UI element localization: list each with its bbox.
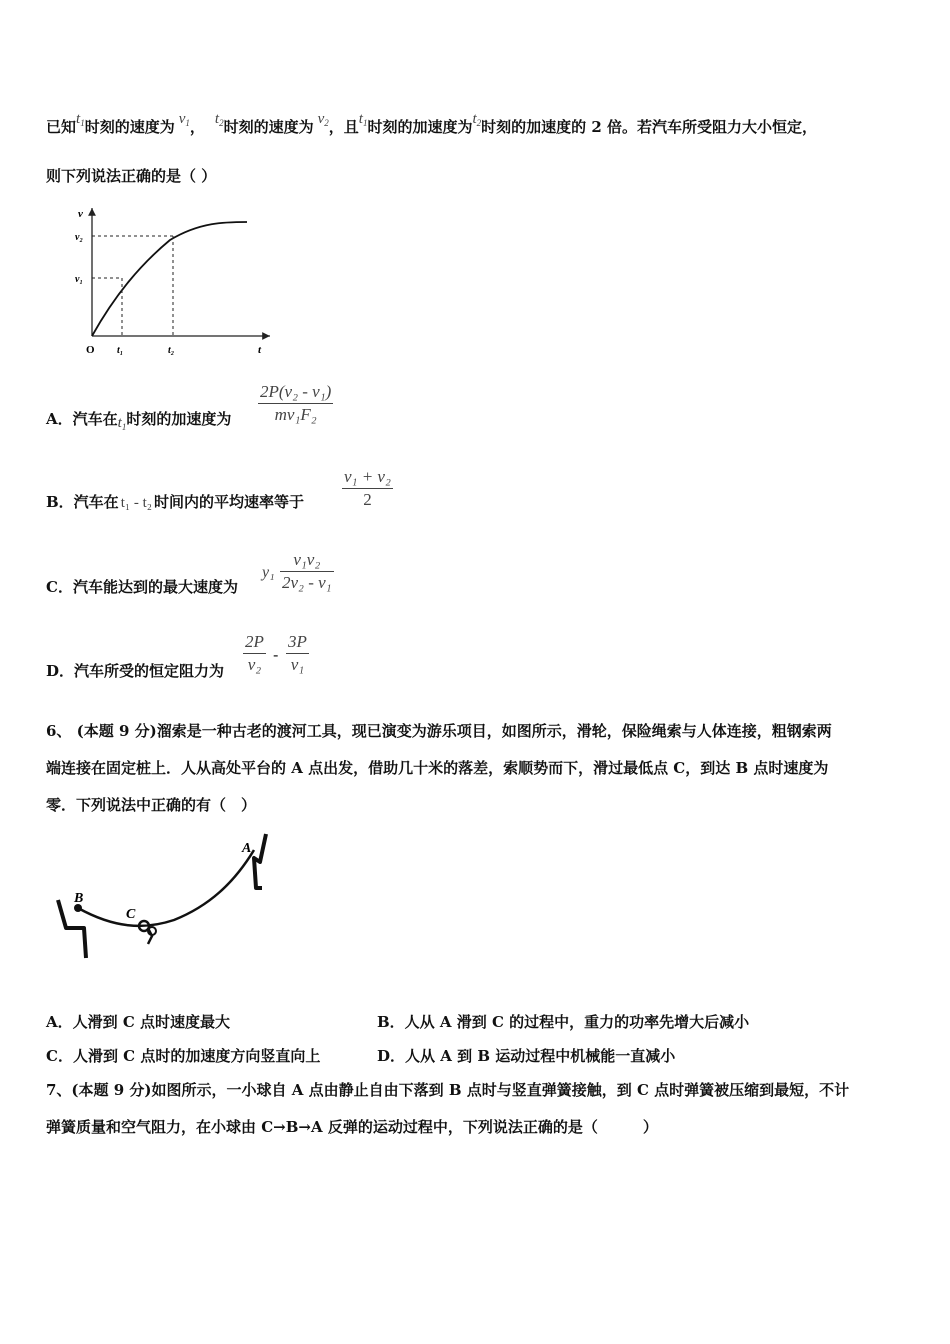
t1-label: t₁ bbox=[117, 345, 124, 356]
q5-line1 bbox=[46, 111, 818, 137]
text-segment: 时刻的加速度的 2 倍。若汽车所受阻力大小恒定， bbox=[481, 118, 818, 136]
option-label: A．汽车在 bbox=[46, 410, 118, 428]
symbol-main: t bbox=[76, 111, 81, 127]
fraction-denominator: 2 bbox=[363, 490, 372, 509]
symbol-main: t bbox=[472, 111, 477, 127]
option-d-minus: - bbox=[273, 645, 279, 664]
y-axis-label: v bbox=[78, 208, 83, 220]
t2-label: t₂ bbox=[168, 345, 175, 356]
q6-line3: 零．下列说法中正确的有（ ） bbox=[46, 796, 257, 814]
q6-option-a: A．人滑到 C 点时速度最大 bbox=[46, 1013, 231, 1031]
symbol-sub: 1 bbox=[185, 118, 190, 128]
fraction-bar bbox=[286, 653, 309, 654]
fraction-denominator: v₁ bbox=[290, 655, 305, 674]
option-text: 时间内的平均速率等于 bbox=[153, 493, 304, 511]
zipline-figure bbox=[44, 828, 280, 978]
fraction-bar bbox=[280, 571, 334, 572]
option-b-fraction bbox=[342, 467, 393, 510]
fraction-numerator: 2P bbox=[245, 632, 264, 651]
text-segment: 时刻的速度为 bbox=[223, 118, 314, 136]
symbol-main: v bbox=[178, 111, 186, 127]
v2-symbol bbox=[318, 111, 329, 127]
q6-line1: 6、 (本题 9 分)溜索是一种古老的渡河工具，现已演变为游乐项目，如图所示，滑轮，保险绳索与人体连接，粗钢索两 bbox=[46, 722, 832, 740]
q7-line2: 弹簧质量和空气阻力，在小球由 C→B→A 反弹的运动过程中，下列说法正确的是（ ） bbox=[46, 1118, 658, 1136]
origin-label: O bbox=[86, 344, 95, 356]
q5-option-c bbox=[46, 576, 238, 597]
symbol-sub: 1 bbox=[80, 118, 85, 128]
symbol-main: t bbox=[117, 415, 122, 431]
fraction-denominator: 2v₂ - v₁ bbox=[282, 573, 332, 592]
fraction-bar bbox=[342, 488, 393, 489]
symbol-sub: 1 bbox=[121, 422, 127, 432]
symbol-sub: 2 bbox=[324, 118, 329, 128]
q7-line1: 7、(本题 9 分)如图所示，一小球自 A 点由静止自由下落到 B 点时与竖直弹簧接触，到 C 点时弹簧被压缩到最短，不计 bbox=[46, 1081, 850, 1099]
q5-option-d bbox=[46, 660, 224, 681]
option-c-prefix: y₁ bbox=[262, 564, 275, 581]
option-label: D．汽车所受的恒定阻力为 bbox=[46, 662, 225, 680]
t1-symbol bbox=[118, 415, 127, 431]
option-label: C．汽车能达到的最大速度为 bbox=[46, 578, 238, 596]
fraction-numerator: 2P(v₂ - v₁) bbox=[260, 382, 332, 401]
v2-label: v₂ bbox=[75, 232, 83, 243]
option-d-fraction-2 bbox=[286, 632, 309, 675]
option-c-fraction bbox=[280, 550, 334, 593]
x-axis-label: t bbox=[258, 344, 262, 356]
fraction-denominator: v₂ bbox=[247, 655, 262, 674]
q5-option-b bbox=[46, 491, 304, 512]
steel-cable bbox=[78, 850, 254, 926]
option-label: B．汽车在 bbox=[46, 493, 119, 511]
q5-option-a bbox=[46, 408, 232, 432]
fraction-numerator: 3P bbox=[288, 632, 307, 651]
symbol-sub: 2 bbox=[219, 118, 224, 128]
vt-graph bbox=[70, 200, 280, 360]
t1-symbol bbox=[76, 111, 85, 127]
option-d-fraction-1 bbox=[243, 632, 266, 675]
v1-symbol bbox=[179, 111, 190, 127]
t1b-symbol bbox=[359, 111, 368, 127]
q6-option-b: B．人从 A 滑到 C 的过程中，重力的功率先增大后减小 bbox=[377, 1013, 750, 1031]
velocity-curve bbox=[92, 222, 247, 336]
text-segment: 时刻的速度为 bbox=[84, 118, 175, 136]
q6-line2: 端连接在固定桩上．人从高处平台的 A 点出发，借助几十米的落差，索顺势而下，滑过最低点 C，到达 B 点时速度为 bbox=[46, 759, 829, 777]
symbol-main: t bbox=[358, 111, 363, 127]
text-segment: ， bbox=[189, 118, 205, 136]
text-segment: 时刻的加速度为 bbox=[367, 118, 473, 136]
fraction-numerator: v₁v₂ bbox=[293, 550, 321, 569]
symbol-sub: 1 bbox=[362, 118, 368, 128]
right-post bbox=[254, 834, 266, 888]
time-range: t₁ - t₂ bbox=[120, 495, 152, 511]
option-a-fraction bbox=[258, 382, 333, 425]
q6-option-d: D．人从 A 到 B 运动过程中机械能一直减小 bbox=[377, 1047, 676, 1065]
option-text: 时刻的加速度为 bbox=[126, 410, 232, 428]
fraction-numerator: v₁ + v₂ bbox=[344, 467, 391, 486]
t2-symbol bbox=[215, 111, 224, 127]
fraction-bar bbox=[258, 403, 333, 404]
symbol-sub: 2 bbox=[476, 118, 482, 128]
t2b-symbol bbox=[472, 111, 481, 127]
symbol-main: t bbox=[214, 111, 220, 127]
v1-label: v₁ bbox=[75, 274, 83, 285]
text-segment: ，且 bbox=[328, 118, 359, 136]
label-c: C bbox=[126, 907, 136, 922]
symbol-main: v bbox=[317, 111, 325, 127]
q5-line2: 则下列说法正确的是（ ） bbox=[46, 167, 217, 185]
text-segment: 已知 bbox=[46, 118, 77, 136]
label-b: B bbox=[74, 891, 84, 906]
label-a: A bbox=[242, 841, 252, 856]
fraction-bar bbox=[243, 653, 266, 654]
fraction-denominator: mv₁F₂ bbox=[274, 405, 317, 424]
q6-option-c: C．人滑到 C 点时的加速度方向竖直向上 bbox=[46, 1047, 321, 1065]
